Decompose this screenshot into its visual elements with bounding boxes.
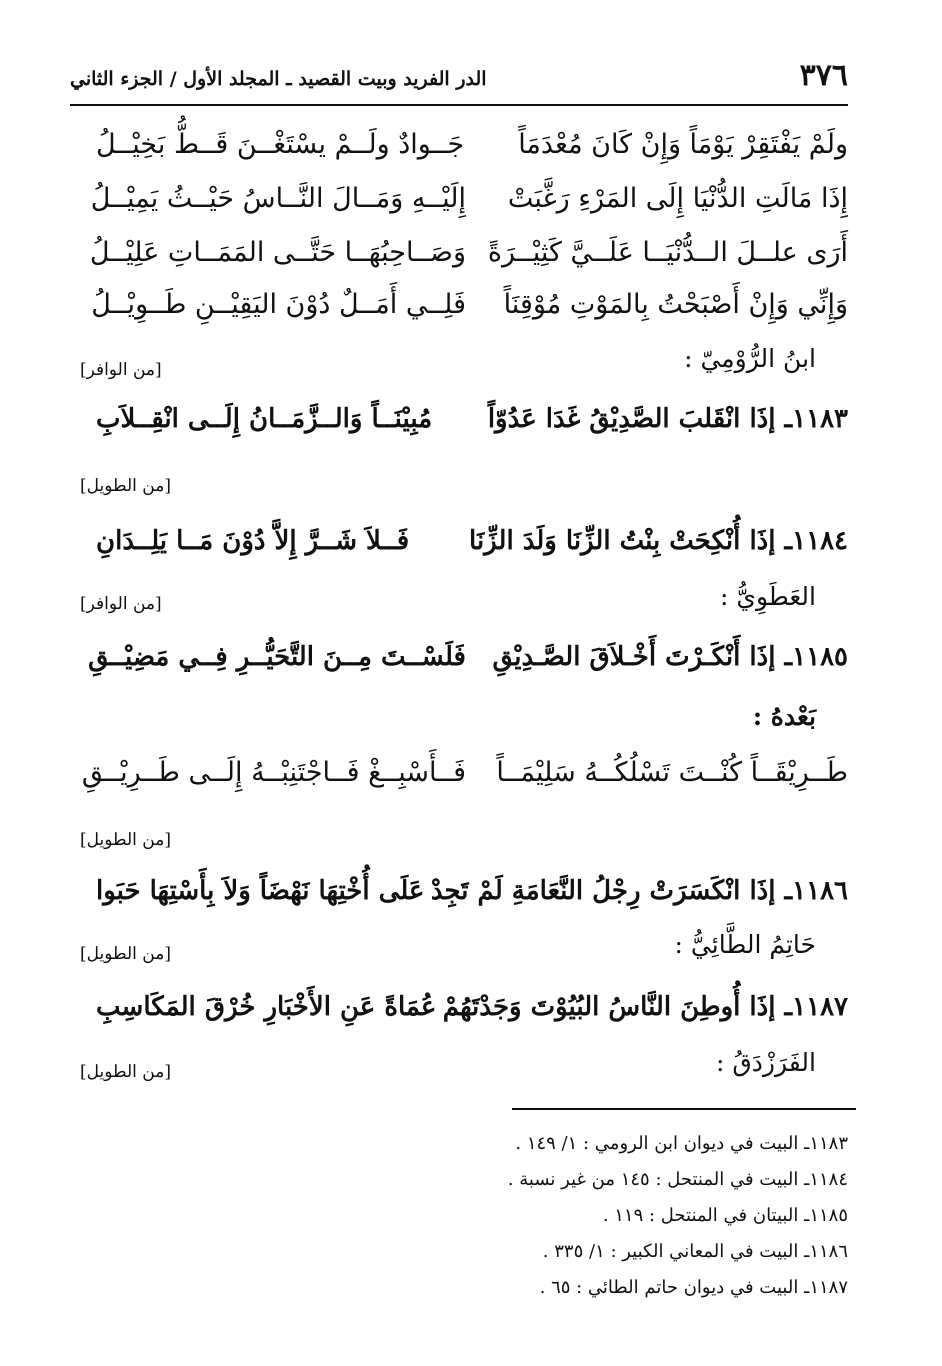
footnote: ١١٨٥ـ البيتان في المنتحل : ١١٩ . [602, 1205, 848, 1226]
verse-line [89, 226, 848, 280]
verse-first-hemistich: ١١٨٥ـ إذَا أَنْكَـرْتَ أَخْـلاَقَ الصَّـدِيْقِ [492, 642, 848, 672]
numbered-verse [96, 392, 848, 446]
footnote-rule [512, 1108, 856, 1110]
poet-name: حَاتِمُ الطَّائِيُّ : [674, 930, 816, 959]
verse-first-hemistich: إِذَا مَالَتِ الدُّنْيَا إِلَى المَرْءِ رَغَّبَتْ [507, 183, 848, 214]
running-title: الدر الفريد وبيت القصيد ـ المجلد الأول / الجزء الثاني [70, 68, 487, 90]
verse-first-hemistich: ١١٨٧ـ إذَا أُوطِنَ النَّاسُ البُيُوْتَ وَجَدْتَهُمْ [442, 992, 848, 1022]
verse-second-hemistich: جَــوادٌ ولَــمْ يسْتَغْــنَ قَــطُّ بَخِيْــلُ [96, 129, 465, 160]
footnote: ١١٨٧ـ البيت في ديوان حاتم الطائي : ٦٥ . [539, 1277, 848, 1298]
poet-name: الفَرَزْدَقُ : [716, 1048, 816, 1077]
footnote: ١١٨٤ـ البيت في المنتحل : ١٤٥ من غير نسبة . [507, 1169, 848, 1190]
verse-first-hemistich: ١١٨٤ـ إذَا أُنْكِحَتْ بِنْتُ الزِّنَا وَلَدَ الزِّنَا [469, 526, 848, 556]
meter-label: [من الطويل] [80, 1062, 171, 1082]
verse-second-hemistich: وَصَــاحِبُهَــا حَتَّــى المَمَــاتِ عَلِيْــلُ [89, 237, 466, 268]
meter-label: [من الطويل] [80, 944, 171, 964]
page-header [70, 58, 848, 100]
verse-second-hemistich: عَلَى أُخْتِهَا نَهْضَاً وَلاَ بِأَسْتِهَا حَبَوا [96, 876, 425, 906]
meter-label: [من الوافر] [80, 360, 162, 380]
verse-second-hemistich: فَلِــي أَمَــلٌ دُوْنَ اليَقِيْــنِ طَــوِيْــلُ [91, 289, 466, 320]
verse-second-hemistich: مُبِيْنَــاً وَالــزَّمَــانُ إِلَــى انْقِــلاَبِ [96, 404, 433, 434]
verse-first-hemistich: ١١٨٣ـ إذَا انْقَلبَ الصَّدِيْقُ غَدَا عَدُوّاً [487, 404, 848, 434]
numbered-verse [88, 630, 848, 684]
verse-line [90, 172, 848, 226]
verse-second-hemistich: إِلَيْــهِ وَمَــالَ النَّــاسُ حَيْــثُ يَمِيْــلُ [90, 183, 466, 214]
numbered-verse [96, 980, 848, 1034]
page-number: ٣٧٦ [799, 58, 848, 93]
verse-line [96, 118, 848, 172]
verse-second-hemistich: فَــأَسْبِــغْ فَــاجْتَنِبْــهُ إِلَــى طَــرِيْــقِ [81, 757, 466, 788]
verse-line [91, 278, 848, 332]
verse-second-hemistich: فَلَسْــتَ مِــنَ التَّحَيُّــرِ فِــي مَضِيْــقِ [88, 642, 466, 672]
poet-name: العَطَوِيُّ : [720, 582, 816, 611]
verse-first-hemistich: وَإِنِّي وَإِنْ أَصْبَحْتُ بِالمَوْتِ مُوْقِنَاً [503, 289, 848, 320]
verse-first-hemistich: ولَمْ يَفْتَقِرْ يَوْمَاً وَإِنْ كَانَ مُعْدَمَاً [518, 129, 848, 160]
poet-name: ابنُ الرُّوْمِيّ : [684, 344, 816, 373]
verse-first-hemistich: أَرَى علــلَ الــدُّنْيَــا عَلَــيَّ كَثِيْــرَةً [487, 237, 848, 268]
verse-second-hemistich: عُمَاةً عَنِ الأَخْبَارِ خُرْقَ المَكَاسِبِ [96, 992, 437, 1022]
numbered-verse [96, 864, 848, 918]
numbered-verse [96, 514, 848, 568]
verse-first-hemistich: طَــرِيْقَــاً كُنْــتَ تَسْلُكُــهُ سَلِيْمَــاً [496, 757, 848, 788]
meter-label: [من الوافر] [80, 594, 162, 614]
meter-label: [من الطويل] [80, 476, 171, 496]
footnote: ١١٨٦ـ البيت في المعاني الكبير : ١/ ٣٣٥ . [542, 1241, 848, 1262]
meter-label: [من الطويل] [80, 830, 171, 850]
verse-second-hemistich: فَــلاَ شَــرَّ إِلاَّ دُوْنَ مَــا يَلِــدَانِ [96, 526, 410, 556]
footnote: ١١٨٣ـ البيت في ديوان ابن الرومي : ١/ ١٤٩ . [515, 1133, 848, 1154]
verse-line [81, 746, 848, 800]
poet-name: بَعْدهُ : [752, 702, 816, 731]
verse-first-hemistich: ١١٨٦ـ إذَا انْكَسَرَتْ رِجْلُ النَّعَامَةِ لَمْ تَجِدْ [430, 876, 848, 906]
header-rule [70, 104, 848, 106]
footnotes [388, 1126, 848, 1306]
